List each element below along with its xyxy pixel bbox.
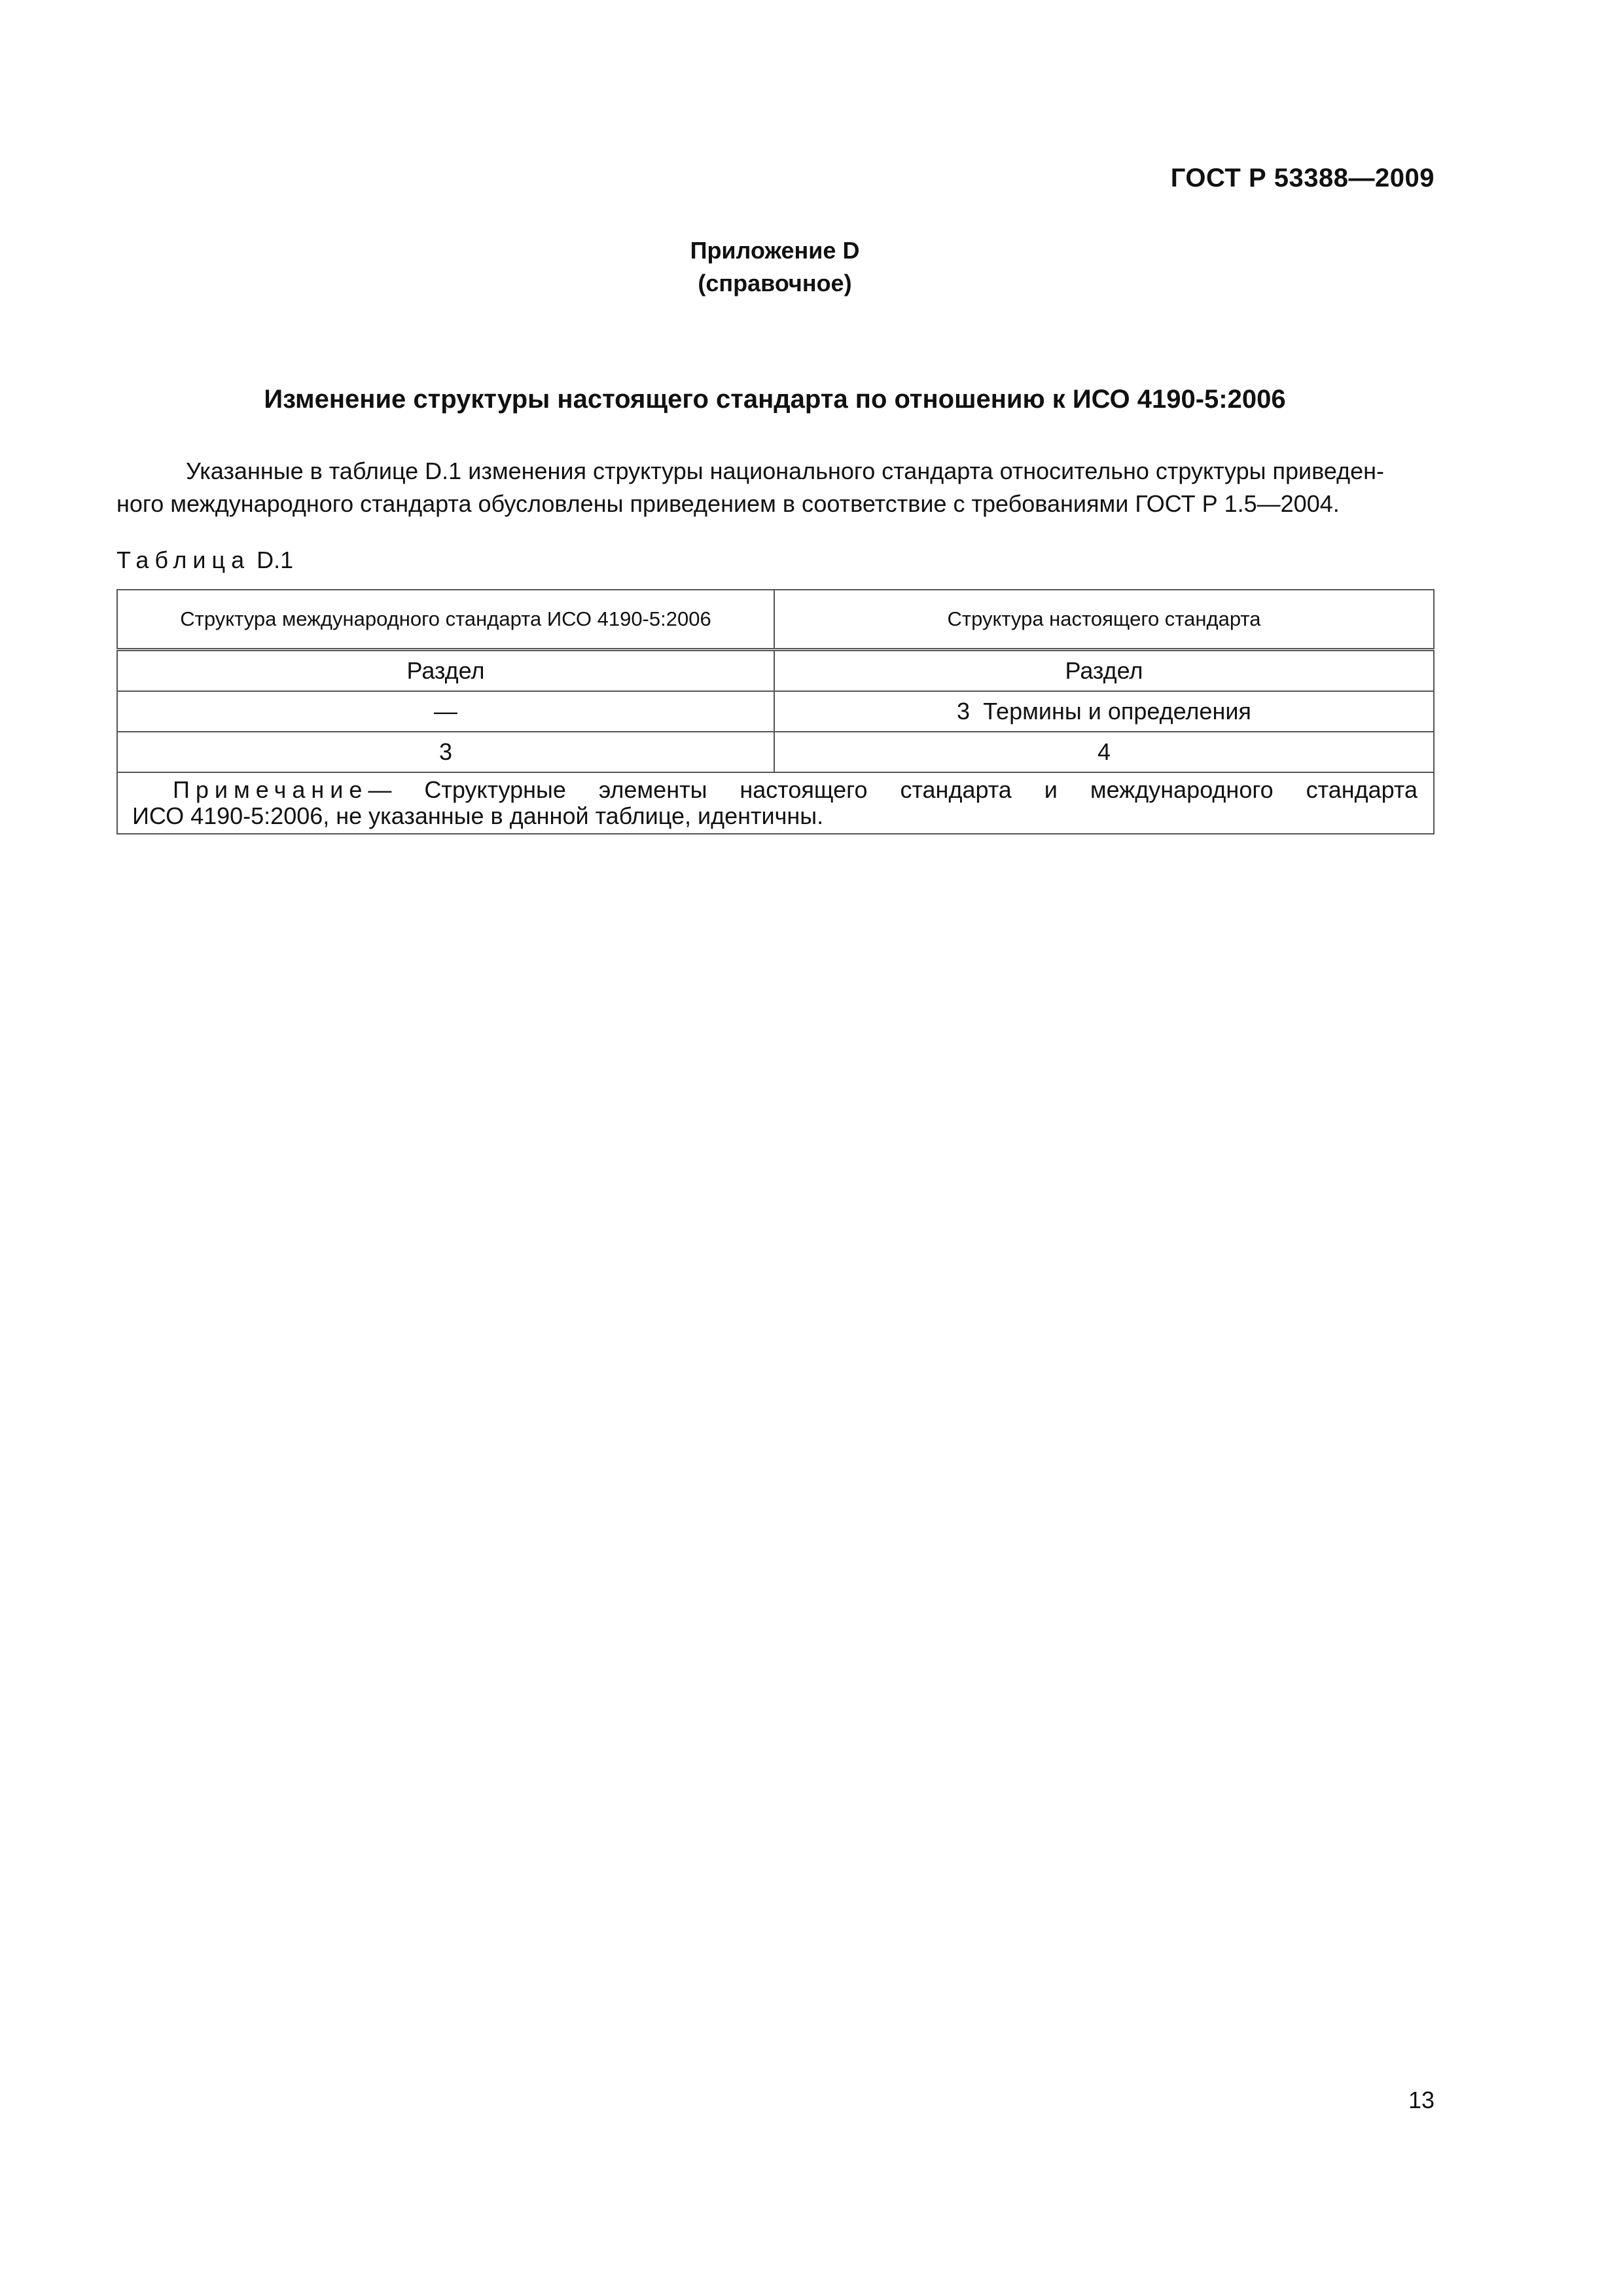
table-note-label: Примечание [173,776,368,803]
table-note [117,772,1434,834]
table-caption-number: D.1 [257,547,294,573]
page-number: 13 [1408,2087,1435,2113]
table-row [117,691,1434,732]
appendix-subtitle: (справочное) [698,270,852,296]
document-code: ГОСТ Р 53388—2009 [1170,164,1435,192]
table-cell: Раздел [774,650,1434,692]
table-cell: 3 [117,732,774,772]
intro-line-1: Указанные в таблице D.1 изменения структуры национального стандарта относительно структуры приведен- [186,457,1384,484]
section-title: Изменение структуры настоящего стандарта по отношению к ИСО 4190-5:2006 [264,385,1286,414]
table-note-text-2: ИСО 4190-5:2006, не указанные в данной таблице, идентичны. [132,802,824,829]
table-note-line-1 [132,777,1418,803]
table-note-text-1: — Структурные элементы настоящего стандарта и международного стандарта [368,776,1418,803]
table-row [117,650,1434,692]
table-caption [116,547,293,574]
intro-line-2: ного международного стандарта обусловлены приведением в соответствие с требованиями ГОСТ Р 1.5—2004. [116,490,1340,517]
table-cell: — [117,691,774,732]
table-cell: 4 [774,732,1434,772]
table-cell: 3 Термины и определения [774,691,1434,732]
table-note-row [117,772,1434,834]
table-header-cell: Структура настоящего стандарта [774,590,1434,650]
table-cell: Раздел [117,650,774,692]
table-header-row [117,590,1434,650]
table-row [117,732,1434,772]
intro-paragraph [116,455,1433,520]
appendix-heading [118,234,1432,300]
appendix-title: Приложение D [690,237,860,264]
structure-comparison-table [116,589,1435,834]
table-caption-word: Таблица [116,547,251,573]
table-header-cell: Структура международного стандарта ИСО 4190-5:2006 [117,590,774,650]
